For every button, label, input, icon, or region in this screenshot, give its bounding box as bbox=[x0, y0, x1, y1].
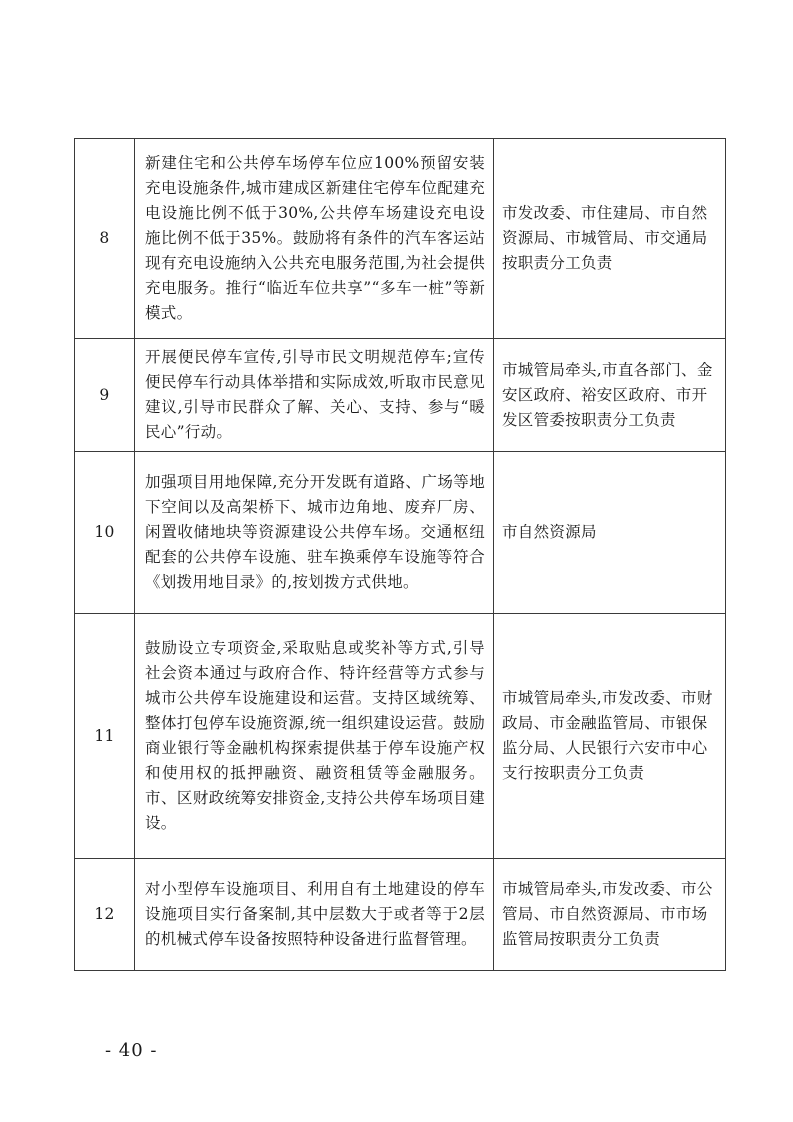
table-row bbox=[75, 614, 726, 859]
responsible-department: 市自然资源局 bbox=[494, 452, 726, 614]
row-number: 12 bbox=[75, 859, 135, 971]
row-number: 10 bbox=[75, 452, 135, 614]
row-number: 8 bbox=[75, 139, 135, 339]
row-number: 9 bbox=[75, 339, 135, 452]
table-row bbox=[75, 452, 726, 614]
responsibility-table bbox=[74, 138, 726, 971]
task-content: 鼓励设立专项资金,采取贴息或奖补等方式,引导社会资本通过与政府合作、特许经营等方式参与城市公共停车设施建设和运营。支持区域统筹、整体打包停车设施资源,统一组织建设运营。鼓励商业银行等金融机构探索提供基于停车设施产权和使用权的抵押融资、融资租赁等金融服务。市、区财政统筹安排资金,支持公共停车场项目建设。 bbox=[135, 614, 494, 859]
table-row bbox=[75, 139, 726, 339]
responsible-department: 市发改委、市住建局、市自然资源局、市城管局、市交通局按职责分工负责 bbox=[494, 139, 726, 339]
responsible-department: 市城管局牵头,市发改委、市公管局、市自然资源局、市市场监管局按职责分工负责 bbox=[494, 859, 726, 971]
responsible-department: 市城管局牵头,市发改委、市财政局、市金融监管局、市银保监分局、人民银行六安市中心支行按职责分工负责 bbox=[494, 614, 726, 859]
task-content: 对小型停车设施项目、利用自有土地建设的停车设施项目实行备案制,其中层数大于或者等于2层的机械式停车设备按照特种设备进行监督管理。 bbox=[135, 859, 494, 971]
page-number: - 40 - bbox=[105, 1040, 158, 1061]
task-content: 开展便民停车宣传,引导市民文明规范停车;宣传便民停车行动具体举措和实际成效,听取市民意见建议,引导市民群众了解、关心、支持、参与“暖民心”行动。 bbox=[135, 339, 494, 452]
responsible-department: 市城管局牵头,市直各部门、金安区政府、裕安区政府、市开发区管委按职责分工负责 bbox=[494, 339, 726, 452]
task-content: 新建住宅和公共停车场停车位应100%预留安装充电设施条件,城市建成区新建住宅停车位配建充电设施比例不低于30%,公共停车场建设充电设施比例不低于35%。鼓励将有条件的汽车客运站现有充电设施纳入公共充电服务范围,为社会提供充电服务。推行“临近车位共享”“多车一桩”等新模式。 bbox=[135, 139, 494, 339]
task-content: 加强项目用地保障,充分开发既有道路、广场等地下空间以及高架桥下、城市边角地、废弃厂房、闲置收储地块等资源建设公共停车场。交通枢纽配套的公共停车设施、驻车换乘停车设施等符合《划拨用地目录》的,按划拨方式供地。 bbox=[135, 452, 494, 614]
table-row bbox=[75, 859, 726, 971]
row-number: 11 bbox=[75, 614, 135, 859]
table-row bbox=[75, 339, 726, 452]
